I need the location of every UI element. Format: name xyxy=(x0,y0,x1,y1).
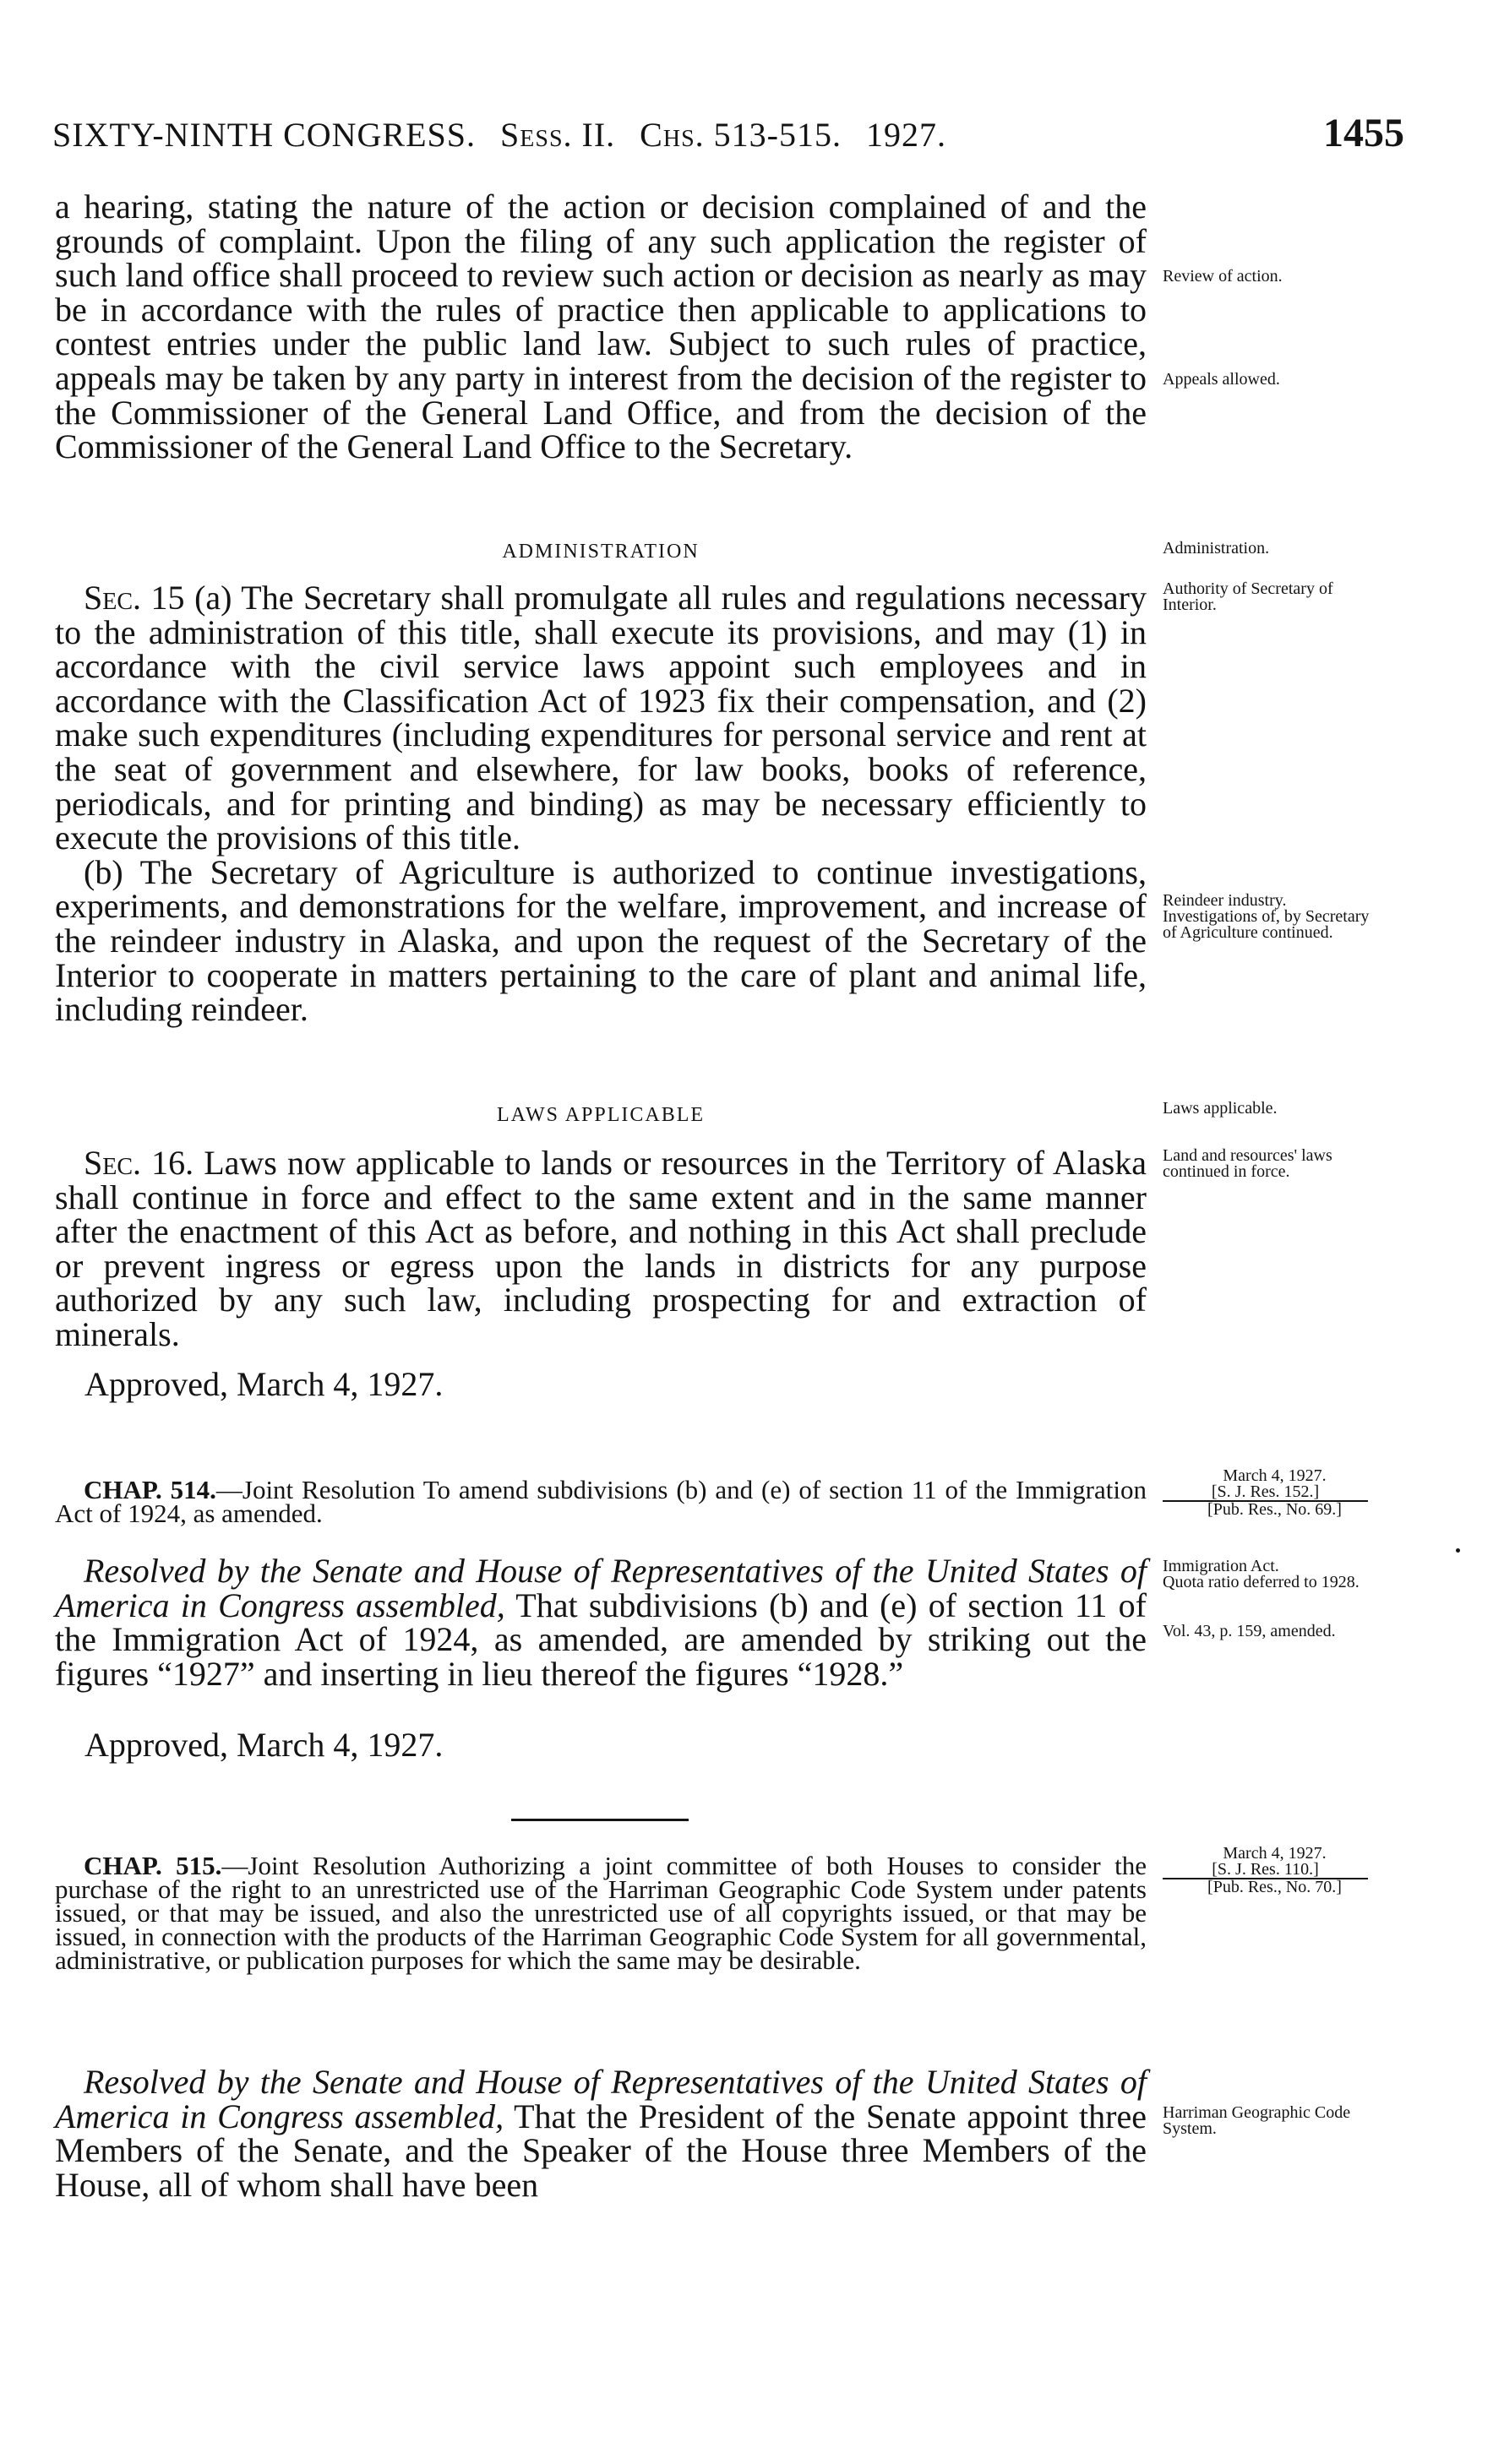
margin-note-reindeer-sub: Investigations of, by Secretary of Agriculture continued. xyxy=(1163,907,1370,942)
resolved-clause-515: Resolved by the Senate and House of Representatives of the United States of America in Congress assembled, xyxy=(55,2063,1147,2135)
margin-note-515-citation xyxy=(1163,1846,1387,1896)
margin-note-immigration: Immigration Act. xyxy=(1163,1557,1279,1575)
sj-res-515: [S. J. Res. 110.] xyxy=(1163,1862,1368,1879)
chap-515-label: CHAP. 515. xyxy=(84,1851,222,1880)
running-head xyxy=(52,110,1404,160)
chap-515-title xyxy=(55,1851,1147,1975)
pub-res-514: [Pub. Res., No. 69.] xyxy=(1207,1500,1342,1519)
congress-label: SIXTY-NINTH CONGRESS. xyxy=(52,116,477,154)
margin-note-quota: Quota ratio deferred to 1928. xyxy=(1163,1573,1360,1591)
margin-note-laws: Laws applicable. xyxy=(1163,1099,1278,1118)
approved-date-1: Approved, March 4, 1927. xyxy=(84,1365,444,1403)
approved-date-2: Approved, March 4, 1927. xyxy=(84,1726,444,1764)
date-515: March 4, 1927. xyxy=(1223,1844,1327,1863)
chap-514-label: CHAP. 514. xyxy=(84,1475,216,1504)
margin-note-vol: Vol. 43, p. 159, amended. xyxy=(1163,1622,1336,1640)
resolution-515-text: That the President of the Senate appoint three Members of the Senate, and the Speaker of the House three Members of the House, all of whom shall have been xyxy=(55,2097,1147,2204)
margin-note-review: Review of action. xyxy=(1163,267,1283,286)
resolved-clause-514: Resolved by the Senate and House of Representatives of the United States of America in Congress assembled, xyxy=(55,1552,1147,1624)
running-head-title xyxy=(52,115,946,155)
year-label: 1927. xyxy=(865,116,946,154)
chap-514-text: —Joint Resolution To amend subdivisions (b) and (e) of section 11 of the Immigration Act of 1924, as amended. xyxy=(55,1475,1147,1528)
resolution-514 xyxy=(55,1554,1147,1691)
heading-laws-applicable: LAWS APPLICABLE xyxy=(496,1104,706,1126)
pub-res-515: [Pub. Res., No. 70.] xyxy=(1207,1878,1342,1896)
section-15 xyxy=(55,581,1147,1027)
sec-15-label: Sec. xyxy=(84,579,142,617)
margin-note-administration: Administration. xyxy=(1163,539,1270,558)
sec-16-text: 16. Laws now applicable to lands or resources in the Territory of Alaska shall continue in force and effect to the same extent and in the same manner after the enactment of this Act as before, and nothing in this Act shall preclude or prevent ingress or egress upon the lands in districts for any purpose authorized by any such law, including prospecting for and extraction of minerals. xyxy=(55,1144,1147,1353)
margin-note-reindeer: Reindeer industry. xyxy=(1163,891,1287,910)
heading-administration: ADMINISTRATION xyxy=(502,541,700,563)
ink-dot xyxy=(1456,1548,1460,1553)
section-15-b: (b) The Secretary of Agriculture is authorized to continue investigations, experiments, and demonstrations for the welfare, improvement, and increase of the reindeer industry in Alaska, and upon the request of the Secretary of the Interior to cooperate in matters pertaining to the care of plant and animal life, including reindeer. xyxy=(55,852,1147,1029)
session-label: Sess. II. xyxy=(500,116,616,154)
section-16 xyxy=(55,1146,1147,1352)
margin-note-514-citation xyxy=(1163,1468,1387,1518)
resolution-514-text: That subdivisions (b) and (e) of section 11 of the Immigration Act of 1924, as amended, are amended by striking out the figures “1927” and inserting in lieu thereof the figures “1928.” xyxy=(55,1586,1147,1693)
sec-15-text: 15 (a) The Secretary shall promulgate all rules and regulations necessary to the administration of this title, shall execute its provisions, and may (1) in accordance with the civil service laws appoint such employees and in accordance with the Classification Act of 1923 fix their compensation, and (2) make such expenditures (including expenditures for personal service and rent at the seat of government and elsewhere, for law books, books of reference, periodicals, and for printing and binding) as may be necessary efficiently to execute the provisions of this title. xyxy=(55,579,1147,857)
margin-note-land: Land and resources' laws continued in force. xyxy=(1163,1146,1332,1181)
chapters-label: Chs. 513-515. xyxy=(640,116,842,154)
resolution-515 xyxy=(55,2065,1147,2202)
date-514: March 4, 1927. xyxy=(1223,1466,1327,1485)
section-divider xyxy=(511,1819,689,1821)
page-number: 1455 xyxy=(1323,111,1404,155)
sj-res-514: [S. J. Res. 152.] xyxy=(1163,1484,1368,1502)
paragraph-hearing: a hearing, stating the nature of the action or decision complained of and the grounds of complaint. Upon the filing of any such application the register of such land office shall proceed to review such action or decision as nearly as may be in accordance with the rules of practice then applicable to applications to contest entries under the public land law. Subject to such rules of practice, appeals may be taken by any party in interest from the decision of the register to the Commissioner of the General Land Office, and from the decision of the Commissioner of the General Land Office to the Secretary. xyxy=(55,188,1147,466)
margin-note-appeals: Appeals allowed. xyxy=(1163,370,1280,389)
margin-note-authority: Authority of Secretary of Interior. xyxy=(1163,579,1333,614)
chap-515-text: —Joint Resolution Authorizing a joint committee of both Houses to consider the purchase of the right to an unrestricted use of the Harriman Geographic Code System under patents issued, or that may be issued, and also the unrestricted use of all copyrights issued, or that may be issued, in connection with the products of the Harriman Geographic Code System for all governmental, administrative, or publication purposes for which the same may be desirable. xyxy=(55,1851,1147,1975)
chap-514-title xyxy=(55,1475,1147,1528)
sec-16-label: Sec. xyxy=(84,1144,142,1182)
margin-note-harriman: Harriman Geographic Code System. xyxy=(1163,2103,1351,2138)
